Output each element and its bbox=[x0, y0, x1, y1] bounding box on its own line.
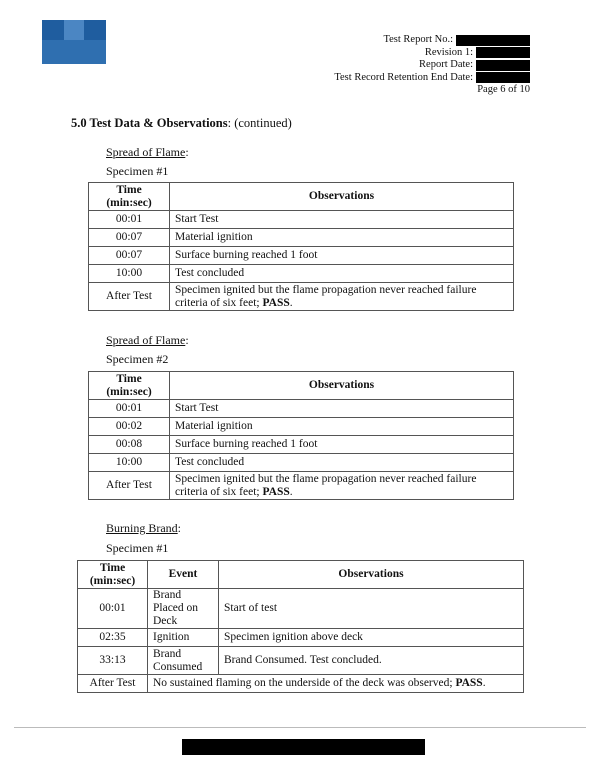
table-row bbox=[78, 675, 524, 693]
redaction-box bbox=[456, 35, 530, 46]
observation-cell: Brand Consumed. Test concluded. bbox=[219, 647, 524, 675]
time-cell: 00:08 bbox=[89, 436, 170, 454]
table-row bbox=[89, 247, 514, 265]
time-cell: After Test bbox=[89, 283, 170, 311]
col-observations: Observations bbox=[219, 561, 524, 589]
flame1-specimen: Specimen #1 bbox=[106, 164, 169, 178]
observation-cell: Test concluded bbox=[170, 265, 514, 283]
page-number-text: Page 6 of 10 bbox=[477, 84, 530, 95]
retention-label: Test Record Retention End Date: bbox=[334, 71, 473, 83]
redaction-box bbox=[476, 60, 530, 71]
flame1-heading bbox=[106, 145, 189, 160]
table-row bbox=[78, 589, 524, 629]
table-row bbox=[89, 283, 514, 311]
table-row bbox=[89, 454, 514, 472]
table-row bbox=[89, 229, 514, 247]
brand-specimen: Specimen #1 bbox=[106, 541, 169, 555]
event-cell: Ignition bbox=[148, 629, 219, 647]
redaction-box bbox=[476, 47, 530, 58]
flame1-heading-colon: : bbox=[185, 145, 189, 159]
result-pass: PASS bbox=[262, 296, 290, 309]
flame1-heading-text: Spread of Flame bbox=[106, 145, 186, 159]
after-end: . bbox=[289, 296, 293, 309]
brand-heading-colon: : bbox=[177, 521, 182, 535]
logo-notch bbox=[64, 20, 84, 40]
time-cell: 00:01 bbox=[89, 400, 170, 418]
footer-divider bbox=[14, 727, 586, 728]
col-observations: Observations bbox=[170, 372, 514, 400]
after-text: Specimen ignited but the flame propagation never reached failure criteria of six feet; bbox=[175, 472, 477, 498]
report-date-label: Report Date: bbox=[419, 59, 473, 70]
observation-cell: Specimen ignition above deck bbox=[219, 629, 524, 647]
table-row bbox=[89, 211, 514, 229]
table-row bbox=[89, 418, 514, 436]
observation-cell: Start Test bbox=[170, 400, 514, 418]
time-cell: 00:02 bbox=[89, 418, 170, 436]
table-row bbox=[89, 400, 514, 418]
table-header-row bbox=[89, 183, 514, 211]
report-header bbox=[334, 34, 530, 97]
result-pass: PASS bbox=[455, 677, 483, 689]
table-row bbox=[78, 647, 524, 675]
col-time: Time (min:sec) bbox=[89, 372, 170, 400]
flame2-table bbox=[88, 371, 514, 500]
section-title bbox=[71, 116, 292, 131]
observation-cell bbox=[170, 472, 514, 500]
after-text: No sustained flaming on the underside of the deck was observed; bbox=[153, 677, 456, 689]
logo-block-left bbox=[42, 20, 64, 40]
table-row bbox=[89, 265, 514, 283]
report-date-row bbox=[334, 59, 530, 72]
table-row bbox=[89, 436, 514, 454]
retention-row bbox=[334, 72, 530, 85]
time-cell: 02:35 bbox=[78, 629, 148, 647]
observation-cell bbox=[170, 283, 514, 311]
revision-row bbox=[334, 47, 530, 60]
observation-cell: Test concluded bbox=[170, 454, 514, 472]
col-event: Event bbox=[148, 561, 219, 589]
col-time: Time (min:sec) bbox=[78, 561, 148, 589]
observation-cell: Surface burning reached 1 foot bbox=[170, 436, 514, 454]
event-cell: Brand Placed on Deck bbox=[148, 589, 219, 629]
brand-heading-text: Burning Brand bbox=[106, 521, 178, 535]
logo-block-right bbox=[84, 20, 106, 40]
flame2-heading bbox=[106, 333, 189, 348]
flame1-table bbox=[88, 182, 514, 311]
table-row bbox=[89, 472, 514, 500]
company-logo bbox=[42, 20, 106, 64]
footer-redaction bbox=[182, 739, 425, 755]
after-end: . bbox=[482, 677, 486, 689]
observation-cell: Start Test bbox=[170, 211, 514, 229]
brand-table bbox=[77, 560, 524, 693]
col-time: Time (min:sec) bbox=[89, 183, 170, 211]
observation-cell bbox=[148, 675, 524, 693]
report-no-row bbox=[334, 34, 530, 47]
table-row bbox=[78, 629, 524, 647]
event-cell: Brand Consumed bbox=[148, 647, 219, 675]
table-header-row bbox=[78, 561, 524, 589]
revision-label: Revision 1: bbox=[424, 46, 473, 58]
observation-cell: Material ignition bbox=[170, 418, 514, 436]
after-text: Specimen ignited but the flame propagation never reached failure criteria of six feet; bbox=[175, 283, 477, 309]
brand-heading bbox=[106, 521, 181, 536]
time-cell: 10:00 bbox=[89, 454, 170, 472]
time-cell: 00:01 bbox=[89, 211, 170, 229]
observation-cell: Material ignition bbox=[170, 229, 514, 247]
time-cell: After Test bbox=[89, 472, 170, 500]
col-observations: Observations bbox=[170, 183, 514, 211]
section-continued: : (continued) bbox=[227, 116, 292, 130]
table-header-row bbox=[89, 372, 514, 400]
redaction-box bbox=[476, 72, 530, 83]
flame2-heading-colon: : bbox=[185, 333, 189, 347]
time-cell: 00:07 bbox=[89, 229, 170, 247]
time-cell: 33:13 bbox=[78, 647, 148, 675]
flame2-specimen: Specimen #2 bbox=[106, 352, 169, 366]
after-end: . bbox=[289, 485, 293, 498]
time-cell: 00:07 bbox=[89, 247, 170, 265]
observation-cell: Surface burning reached 1 foot bbox=[170, 247, 514, 265]
section-heading: 5.0 Test Data & Observations bbox=[71, 116, 228, 130]
time-cell: After Test bbox=[78, 675, 148, 693]
time-cell: 10:00 bbox=[89, 265, 170, 283]
observation-cell: Start of test bbox=[219, 589, 524, 629]
result-pass: PASS bbox=[262, 485, 290, 498]
report-no-label: Test Report No.: bbox=[383, 34, 453, 45]
flame2-heading-text: Spread of Flame bbox=[106, 333, 186, 347]
time-cell: 00:01 bbox=[78, 589, 148, 629]
page-number bbox=[334, 84, 530, 97]
